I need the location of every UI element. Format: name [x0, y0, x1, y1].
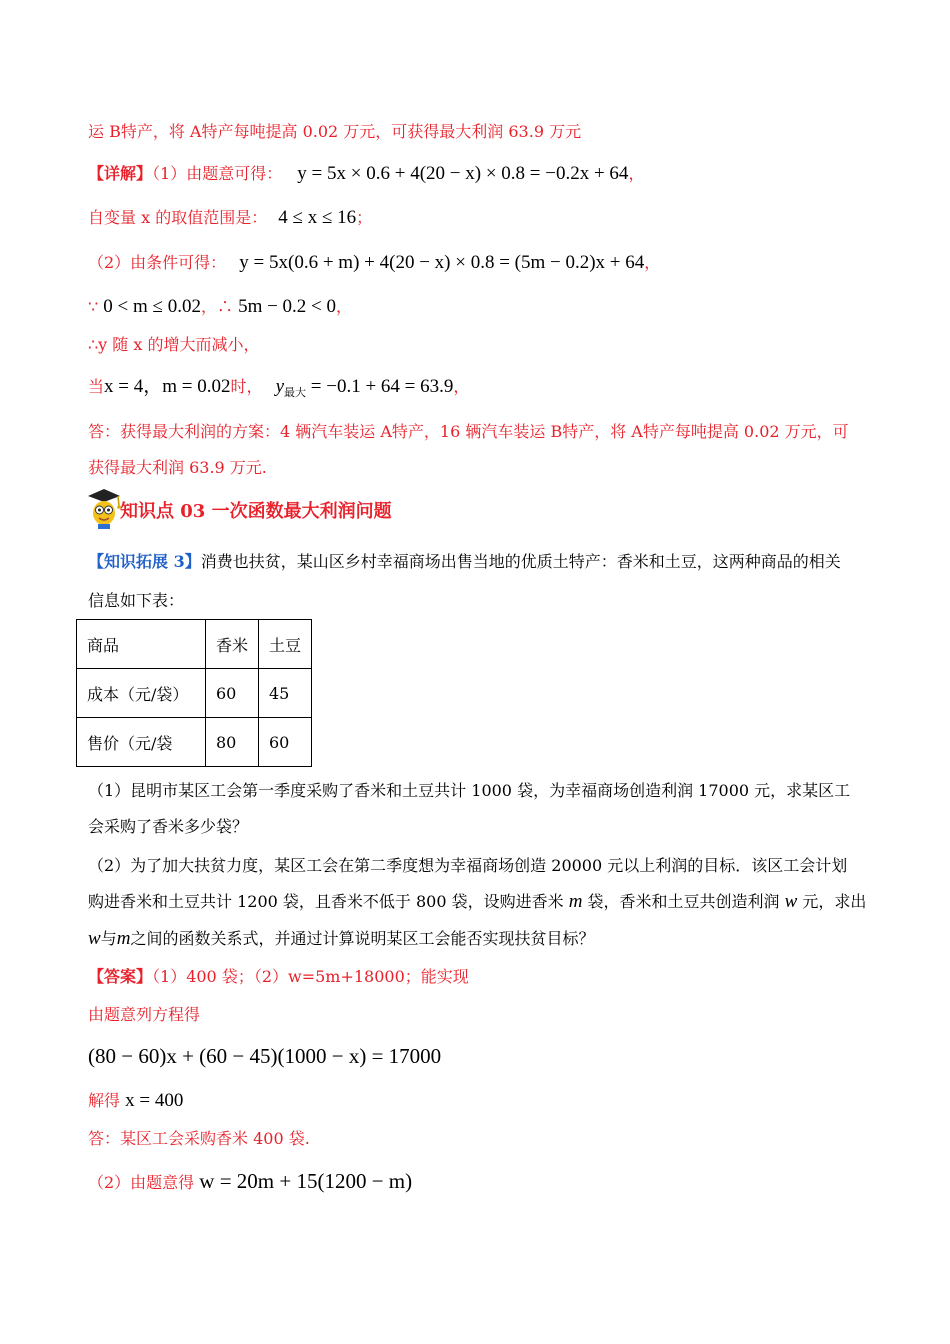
table-row — [77, 718, 312, 767]
therefore-symbol: ，∴ — [200, 297, 233, 316]
equation-w: w = 20m + 15(1200 − m) — [199, 1169, 413, 1193]
table-row — [77, 669, 312, 718]
punct: ； — [356, 208, 373, 227]
knowledge-point-title: 知识点 03 一次函数最大利润问题 — [120, 501, 392, 522]
product-info-table — [76, 619, 312, 767]
formula-m-range: 0 < m ≤ 0.02 — [103, 296, 201, 317]
table-cell: 80 — [206, 718, 259, 767]
formula-max-value — [276, 376, 454, 397]
table-header-row — [77, 620, 312, 669]
solution-x: x = 400 — [125, 1090, 184, 1111]
answer-continuation-line: 运 B特产，将 A特产每吨提高 0.02 万元，可获得最大利润 63.9 万元 — [88, 122, 582, 141]
problem-intro-text: 消费也扶贫，某山区乡村幸福商场出售当地的优质土特产：香米和土豆，这两种商品的相关 — [200, 552, 841, 571]
condition-text: （2）由条件可得： — [88, 253, 227, 272]
problem-label: 【知识拓展 3】 — [88, 552, 201, 571]
punct: ， — [336, 297, 353, 316]
detail-line-3 — [88, 252, 660, 274]
solution-step-2 — [88, 1090, 183, 1112]
formula-profit-2: y = 5x(0.6 + m) + 4(20 − x) × 0.8 = (5m − 0.2)x + 64 — [239, 252, 645, 273]
detail-line-2 — [88, 207, 372, 229]
y-var: y — [275, 376, 285, 397]
answer-line — [88, 966, 469, 988]
var-w: w — [784, 891, 798, 912]
question-1-line-1: （1）昆明市某区工会第一季度采购了香米和土豆共计 1000 袋，为幸福商场创造利润 17000 元，求某区工 — [88, 781, 851, 800]
detail-label: 【详解】 — [88, 164, 153, 183]
q2-text-a: 购进香米和土豆共计 1200 袋，且香米不低于 800 袋，设购进香米 — [88, 892, 564, 911]
solution-step-4 — [88, 1170, 412, 1194]
table-cell: 售价（元/袋 — [77, 718, 206, 767]
domain-text: 自变量 x 的取值范围是： — [88, 208, 268, 227]
q2-text-e: 之间的函数关系式，并通过计算说明某区工会能否实现扶贫目标？ — [130, 929, 595, 948]
var-m: m — [116, 928, 131, 949]
punct: ， — [644, 253, 661, 272]
max-subscript: 最大 — [284, 387, 307, 399]
solution-step-3: 答：某区工会采购香米 400 袋. — [88, 1129, 310, 1148]
conclusion-line-1: 答：获得最大利润的方案：4 辆汽车装运 A特产，16 辆汽车装运 B特产，将 A特产每吨提高 0.02 万元，可 — [88, 422, 849, 441]
scholar-mascot-icon — [86, 486, 122, 530]
problem-intro-1 — [88, 551, 841, 573]
punct: ， — [453, 377, 470, 396]
solution-equation — [88, 1045, 441, 1069]
formula-values: x = 4，m = 0.02 — [104, 376, 231, 397]
when-text: 当 — [88, 377, 105, 396]
solve-text: 解得 — [88, 1091, 121, 1110]
table-cell: 香米 — [206, 620, 259, 669]
detail-line-1 — [88, 163, 644, 185]
table-cell: 60 — [259, 718, 312, 767]
when-end-text: 时， — [230, 377, 263, 396]
q2-text-b: 袋，香米和土豆共创造利润 — [587, 892, 780, 911]
q2-text-d: 与 — [100, 929, 117, 948]
detail-text: （1）由题意可得： — [152, 164, 283, 183]
q2-text-c: 元，求出 — [802, 892, 867, 911]
var-w: w — [88, 928, 101, 949]
table-cell: 土豆 — [259, 620, 312, 669]
detail-line-5: ∴y 随 x 的增大而减小， — [88, 335, 260, 354]
problem-intro-2: 信息如下表： — [88, 591, 185, 610]
because-symbol: ∵ — [88, 297, 99, 316]
var-m: m — [568, 891, 583, 912]
formula-slope-negative: 5m − 0.2 < 0 — [238, 296, 337, 317]
question-2-line-2 — [88, 891, 866, 913]
table-cell: 商品 — [77, 620, 206, 669]
max-value: = −0.1 + 64 = 63.9 — [310, 376, 454, 397]
part2-text: （2）由题意得 — [88, 1173, 195, 1192]
question-2-line-3 — [88, 928, 594, 950]
detail-line-6 — [88, 376, 469, 404]
conclusion-line-2: 获得最大利润 63.9 万元. — [88, 458, 267, 477]
formula-profit-1: y = 5x × 0.6 + 4(20 − x) × 0.8 = −0.2x + 64 — [297, 163, 629, 184]
table-cell: 成本（元/袋） — [77, 669, 206, 718]
punct: ， — [628, 164, 645, 183]
formula-domain: 4 ≤ x ≤ 16 — [278, 207, 357, 228]
detail-line-4 — [88, 296, 352, 318]
table-cell: 45 — [259, 669, 312, 718]
answer-text: （1）400 袋；（2）w=5m+18000；能实现 — [152, 967, 469, 986]
table-cell: 60 — [206, 669, 259, 718]
question-2-line-1: （2）为了加大扶贫力度，某区工会在第二季度想为幸福商场创造 20000 元以上利润的目标．该区工会计划 — [88, 856, 848, 875]
question-1-line-2: 会采购了香米多少袋？ — [88, 817, 249, 836]
answer-label: 【答案】 — [88, 967, 153, 986]
equation-1: (80 − 60)x + (60 − 45)(1000 − x) = 17000 — [88, 1044, 442, 1068]
solution-step-1: 由题意列方程得 — [88, 1005, 201, 1024]
